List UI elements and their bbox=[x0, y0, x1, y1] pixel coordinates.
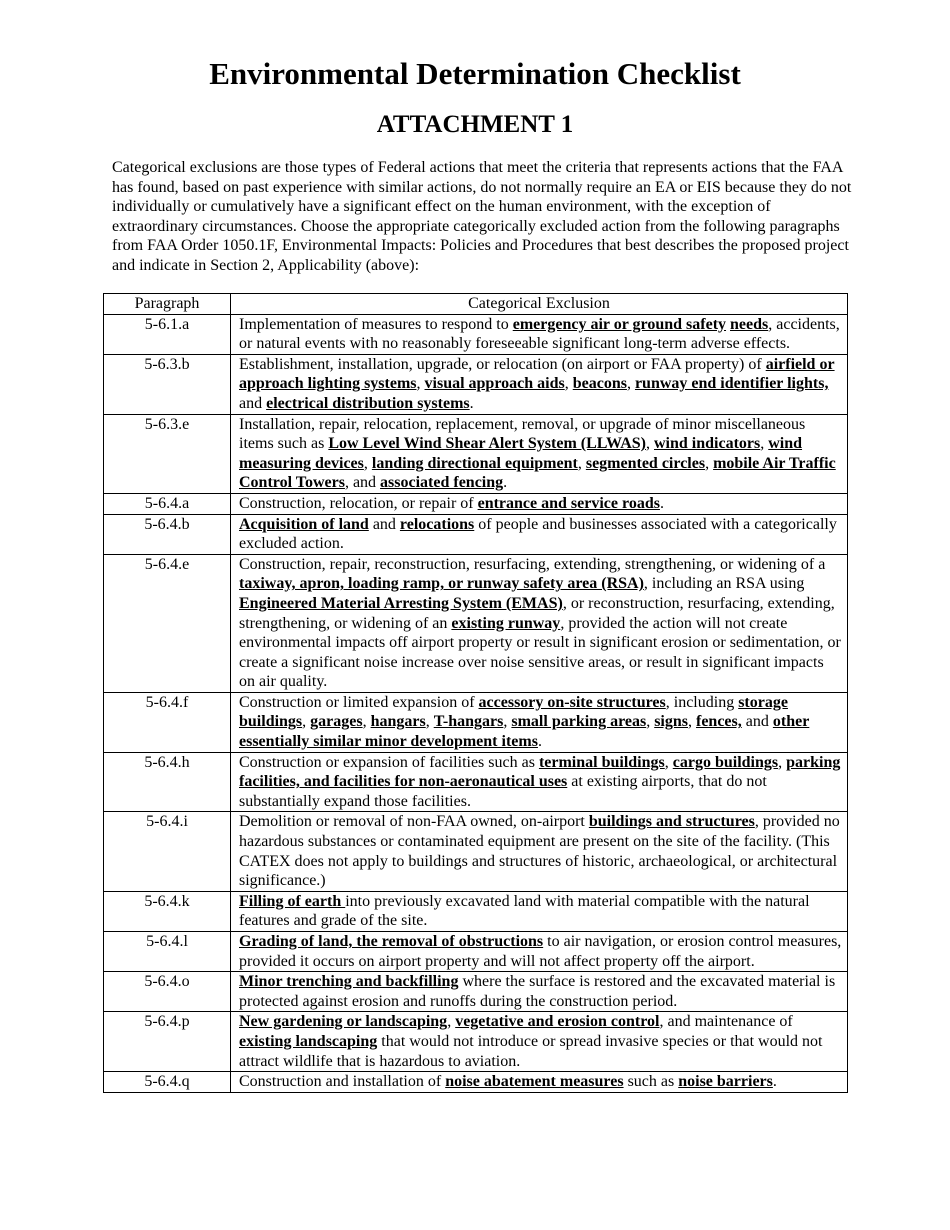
table-row bbox=[104, 1072, 848, 1093]
exclusion-description bbox=[231, 354, 848, 414]
highlighted-term: landing directional equipment bbox=[371, 454, 578, 472]
text-segment: . bbox=[469, 394, 474, 412]
highlighted-term: buildings and structures bbox=[588, 813, 755, 831]
text-segment: Construction, relocation, or repair of bbox=[239, 494, 478, 512]
attachment-heading: ATTACHMENT 1 bbox=[376, 111, 574, 138]
exclusion-description bbox=[231, 493, 848, 514]
highlighted-term: Low Level Wind Shear Alert System (LLWAS) bbox=[328, 435, 646, 453]
highlighted-term: visual approach aids bbox=[424, 375, 565, 393]
highlighted-term: noise abatement measures bbox=[445, 1073, 624, 1091]
text-segment: and bbox=[239, 394, 267, 412]
highlighted-term: emergency air or ground safety bbox=[512, 315, 727, 333]
text-segment: , bbox=[778, 753, 787, 771]
text-segment: where the surface is restored and the excavated material is protected against erosion and runoffs during the construction period. bbox=[239, 973, 836, 1010]
table-row bbox=[104, 554, 848, 692]
highlighted-term: cargo buildings bbox=[672, 753, 779, 771]
highlighted-term: associated fencing bbox=[380, 474, 504, 492]
text-segment: , bbox=[664, 753, 673, 771]
highlighted-term: noise barriers bbox=[678, 1073, 773, 1091]
highlighted-term: Filling of earth bbox=[239, 892, 346, 910]
text-segment: of people and businesses associated with a categorically excluded action. bbox=[239, 515, 837, 553]
highlighted-term: wind measuring devices bbox=[239, 435, 803, 472]
text-segment: , bbox=[688, 713, 696, 731]
highlighted-term: signs bbox=[654, 713, 688, 731]
paragraph-number: 5-6.4.a bbox=[104, 493, 231, 514]
text-segment: . bbox=[537, 733, 542, 751]
text-segment: , including an RSA using bbox=[643, 575, 805, 593]
paragraph-number: 5-6.4.e bbox=[104, 554, 231, 692]
paragraph-number: 5-6.4.h bbox=[104, 752, 231, 812]
exclusion-description bbox=[231, 972, 848, 1012]
text-segment: , and maintenance of bbox=[659, 1013, 793, 1031]
bold-term: FAA Order 1050.1F, Environmental Impacts: Policies and Procedures bbox=[147, 237, 594, 255]
exclusion-description bbox=[231, 752, 848, 812]
highlighted-term: beacons bbox=[572, 375, 627, 393]
text-segment: , bbox=[564, 375, 573, 393]
text-segment: Construction or limited expansion of bbox=[239, 693, 479, 711]
text-segment: , bbox=[646, 435, 654, 453]
text-segment: that best describes the proposed project and indicate in Section 2, Applicability (above): bbox=[112, 237, 849, 274]
paragraph-number: 5-6.4.b bbox=[104, 514, 231, 554]
text-segment: and bbox=[368, 515, 400, 533]
exclusion-description bbox=[231, 514, 848, 554]
highlighted-term: New gardening or landscaping bbox=[239, 1013, 448, 1031]
table-row bbox=[104, 1012, 848, 1072]
highlighted-term: existing landscaping bbox=[239, 1032, 378, 1050]
text-segment: Demolition or removal of non-FAA owned, on-airport bbox=[239, 813, 589, 831]
highlighted-term: storage buildings bbox=[239, 693, 788, 731]
text-segment: , bbox=[760, 435, 769, 453]
text-segment: Construction or expansion of facilities such as bbox=[239, 753, 539, 771]
highlighted-term: entrance and service roads bbox=[477, 494, 660, 512]
highlighted-term: runway end identifier lights, bbox=[634, 375, 829, 393]
table-row bbox=[104, 514, 848, 554]
text-segment: Implementation of measures to respond to bbox=[239, 315, 513, 333]
exclusion-description bbox=[231, 812, 848, 891]
text-segment: , including bbox=[665, 693, 739, 711]
table-row bbox=[104, 972, 848, 1012]
highlighted-term: accessory on-site structures bbox=[478, 693, 666, 711]
exclusion-description bbox=[231, 314, 848, 354]
highlighted-term: T-hangars bbox=[433, 713, 504, 731]
text-segment: , bbox=[447, 1013, 456, 1031]
text-segment: . bbox=[772, 1073, 777, 1091]
highlighted-term: other essentially similar minor development items bbox=[239, 713, 810, 751]
exclusion-description bbox=[231, 1072, 848, 1093]
text-segment: Installation, repair, relocation, replacement, removal, or upgrade of minor miscellaneous items such as bbox=[239, 415, 806, 453]
highlighted-term: needs bbox=[730, 315, 769, 333]
text-segment: , provided the action will not create environmental impacts off airport property or result in significant erosion or sedimentation, or create a significant noise increase over noise sensitive areas, or result in significant impacts on air quality. bbox=[239, 614, 841, 691]
text-segment: , bbox=[302, 713, 311, 731]
table-row bbox=[104, 692, 848, 752]
text-segment: . bbox=[503, 474, 508, 492]
text-segment: , bbox=[646, 713, 655, 731]
text-segment: Construction, repair, reconstruction, resurfacing, extending, strengthening, or widening of a bbox=[239, 555, 826, 573]
table-row bbox=[104, 891, 848, 931]
text-segment: and bbox=[741, 713, 773, 731]
table-row bbox=[104, 812, 848, 891]
text-segment: , bbox=[363, 454, 372, 472]
highlighted-term: garages bbox=[310, 713, 363, 731]
table-row bbox=[104, 414, 848, 493]
highlighted-term: fences, bbox=[696, 713, 742, 731]
bold-term: extraordinary circumstances bbox=[112, 217, 293, 235]
text-segment: at existing airports, that do not substantially expand those facilities. bbox=[239, 773, 767, 810]
highlighted-term: Acquisition of land bbox=[239, 515, 369, 533]
paragraph-number: 5-6.4.o bbox=[104, 972, 231, 1012]
paragraph-number: 5-6.3.b bbox=[104, 354, 231, 414]
text-segment: , accidents, or natural events with no reasonably foreseeable significant long-term adverse effects. bbox=[239, 315, 840, 353]
exclusion-description bbox=[231, 1012, 848, 1072]
text-segment: , bbox=[416, 375, 425, 393]
table-header-row bbox=[104, 294, 848, 315]
highlighted-term: mobile Air Traffic Control Towers bbox=[239, 454, 836, 492]
highlighted-term: electrical distribution systems bbox=[266, 394, 470, 412]
table-row bbox=[104, 752, 848, 812]
highlighted-term: taxiway, apron, loading ramp, or runway safety area (RSA) bbox=[239, 575, 644, 593]
paragraph-number: 5-6.4.l bbox=[104, 932, 231, 972]
highlighted-term: vegetative and erosion control bbox=[455, 1013, 660, 1031]
paragraph-number: 5-6.4.q bbox=[104, 1072, 231, 1093]
text-segment: , and bbox=[344, 474, 381, 492]
text-segment: , bbox=[362, 713, 371, 731]
table-row bbox=[104, 354, 848, 414]
text-segment: Construction and installation of bbox=[239, 1073, 446, 1091]
highlighted-term: Grading of land, the removal of obstructions bbox=[239, 933, 544, 950]
categorical-exclusion-table bbox=[103, 293, 848, 1093]
text-segment: Establishment, installation, upgrade, or relocation (on airport or FAA property) of bbox=[239, 355, 766, 373]
text-segment: , bbox=[425, 713, 434, 731]
table-row bbox=[104, 314, 848, 354]
text-segment: to air navigation, or erosion control measures, provided it occurs on airport property and will not affect property off the airport. bbox=[239, 933, 842, 970]
highlighted-term: Engineered Material Arresting System (EMAS) bbox=[239, 594, 563, 612]
text-segment: , bbox=[626, 375, 635, 393]
highlighted-term: segmented circles bbox=[585, 454, 706, 472]
text-segment: into previously excavated land with material compatible with the natural features and grade of the site. bbox=[239, 892, 810, 930]
highlighted-term: small parking areas bbox=[511, 713, 647, 731]
paragraph-number: 5-6.4.k bbox=[104, 891, 231, 931]
text-segment: Categorical exclusions are those types of Federal actions that meet the criteria that represents actions that the FAA has found, based on past experience with similar actions, do not normally require an EA or EIS because they do not individually or cumulatively have a significant effect on the human environment, with the exception of bbox=[112, 159, 852, 216]
highlighted-term: terminal buildings bbox=[538, 753, 665, 771]
text-segment: . bbox=[659, 494, 664, 512]
paragraph-number: 5-6.4.f bbox=[104, 692, 231, 752]
text-segment: such as bbox=[623, 1073, 679, 1091]
paragraph-number: 5-6.4.p bbox=[104, 1012, 231, 1072]
highlighted-term: airfield or approach lighting systems bbox=[239, 355, 835, 393]
exclusion-description bbox=[231, 891, 848, 931]
table-row bbox=[104, 493, 848, 514]
paragraph-column-header: Paragraph bbox=[104, 294, 231, 315]
exclusion-column-header: Categorical Exclusion bbox=[231, 294, 848, 315]
paragraph-number: 5-6.1.a bbox=[104, 314, 231, 354]
text-segment: , or reconstruction, resurfacing, extending, strengthening, or widening of an bbox=[239, 594, 835, 632]
exclusion-description bbox=[231, 932, 848, 972]
text-segment: , provided no hazardous substances or contaminated equipment are present on the site of the facility. (This CATEX does not apply to buildings and structures of historic, archaeological, or architectural significance.) bbox=[239, 813, 840, 890]
highlighted-term: parking facilities, and facilities for non-aeronautical uses bbox=[239, 753, 841, 791]
highlighted-term: relocations bbox=[399, 515, 475, 533]
exclusion-description bbox=[231, 554, 848, 692]
exclusion-description bbox=[231, 414, 848, 493]
highlighted-term: wind indicators bbox=[654, 435, 761, 453]
table-row bbox=[104, 932, 848, 972]
highlighted-term: existing runway bbox=[451, 614, 561, 632]
paragraph-number: 5-6.4.i bbox=[104, 812, 231, 891]
text-segment: . Choose the appropriate categorically excluded action from the following paragraphs from bbox=[112, 217, 840, 255]
table-body bbox=[104, 314, 848, 1092]
text-segment: , bbox=[577, 454, 586, 472]
highlighted-term: Minor trenching and backfilling bbox=[239, 973, 459, 991]
intro-paragraph bbox=[112, 158, 852, 276]
page-title: Environmental Determination Checklist bbox=[209, 56, 741, 91]
text-segment: , bbox=[705, 454, 714, 472]
text-segment: that would not introduce or spread invasive species or that would not attract wildlife that is hazardous to aviation. bbox=[239, 1032, 823, 1070]
paragraph-number: 5-6.3.e bbox=[104, 414, 231, 493]
exclusion-description bbox=[231, 692, 848, 752]
text-segment: , bbox=[503, 713, 512, 731]
highlighted-term: hangars bbox=[370, 713, 426, 731]
